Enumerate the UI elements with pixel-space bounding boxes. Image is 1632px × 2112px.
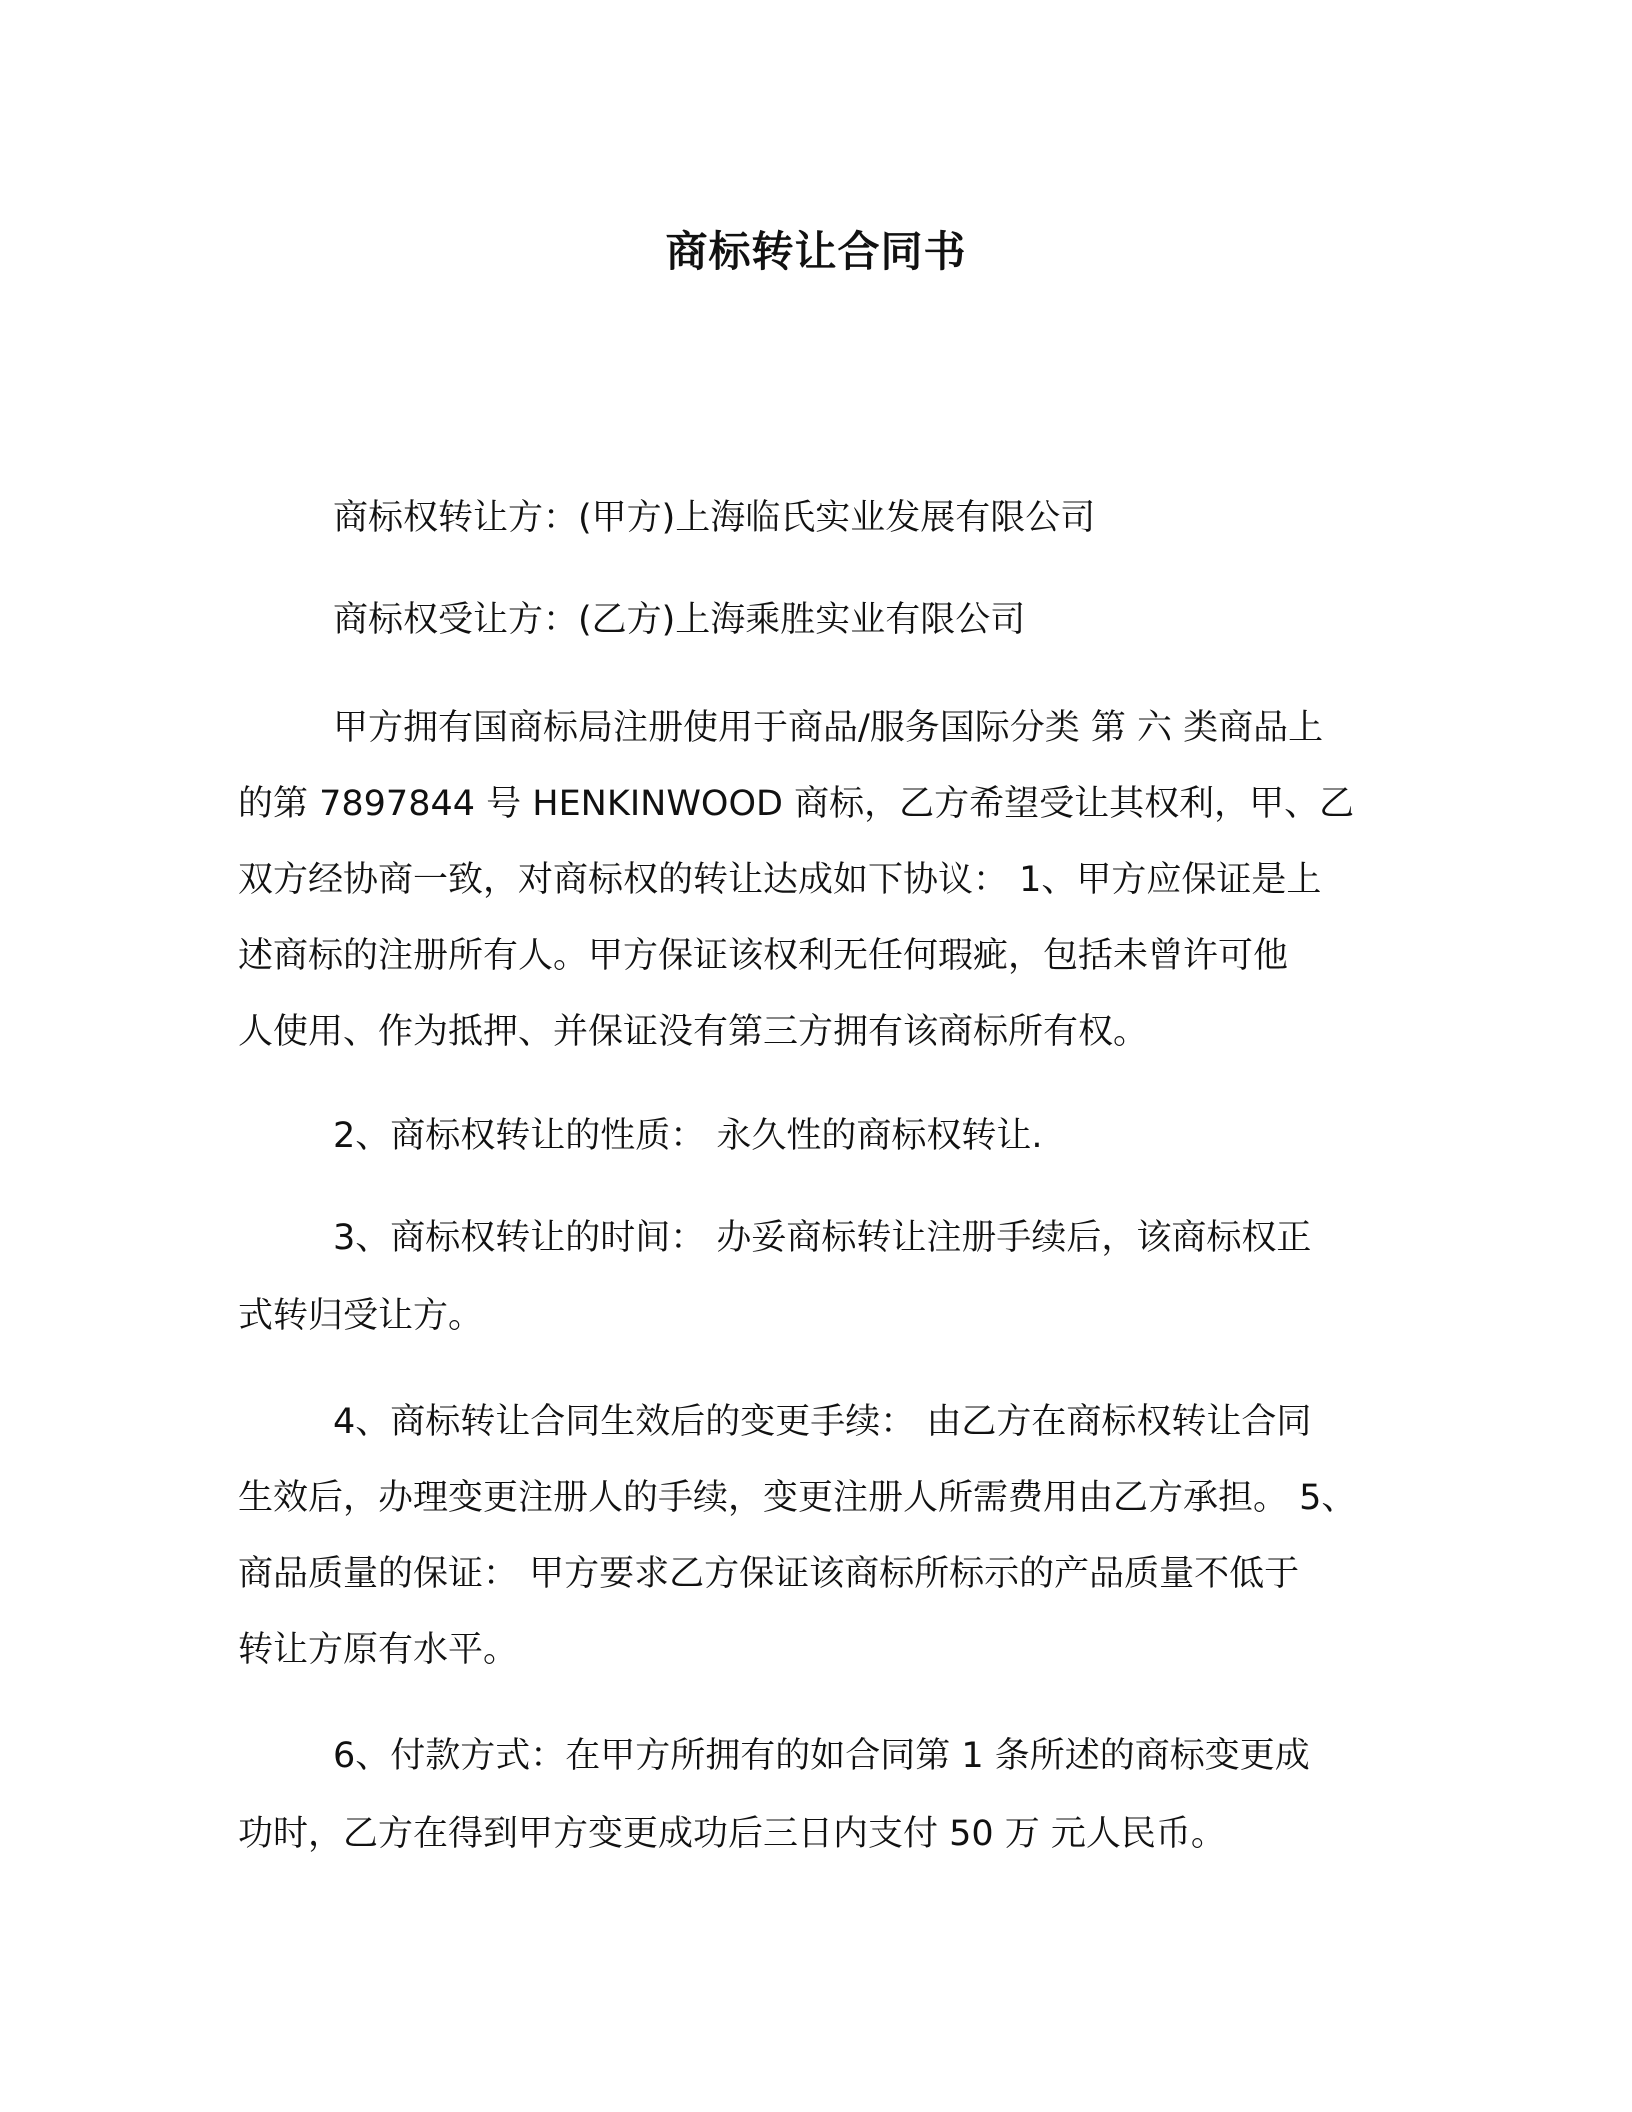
paragraph-1-line-5: 人使用、作为抵押、并保证没有第三方拥有该商标所有权。	[238, 1012, 1149, 1052]
paragraph-5-line-2: 功时，乙方在得到甲方变更成功后三日内支付 50 万 元人民币。	[238, 1814, 1226, 1854]
paragraph-3-line-1: 3、商标权转让的时间： 办妥商标转让注册手续后，该商标权正	[333, 1218, 1312, 1258]
paragraph-1-line-2: 的第 7897844 号 HENKINWOOD 商标，乙方希望受让其权利，甲、乙	[238, 784, 1355, 824]
paragraph-4-line-1: 4、商标转让合同生效后的变更手续： 由乙方在商标权转让合同	[333, 1402, 1312, 1442]
paragraph-3-line-2: 式转归受让方。	[238, 1296, 484, 1336]
paragraph-1-line-4: 述商标的注册所有人。甲方保证该权利无任何瑕疵，包括未曾许可他	[238, 936, 1289, 976]
transferor-line: 商标权转让方：(甲方)上海临氏实业发展有限公司	[333, 498, 1096, 538]
paragraph-1-line-1: 甲方拥有国商标局注册使用于商品/服务国际分类 第 六 类商品上	[333, 708, 1324, 748]
paragraph-5-line-1: 6、付款方式：在甲方所拥有的如合同第 1 条所述的商标变更成	[333, 1736, 1310, 1776]
paragraph-2-line-1: 2、商标权转让的性质： 永久性的商标权转让.	[333, 1116, 1043, 1156]
paragraph-4-line-4: 转让方原有水平。	[238, 1630, 519, 1670]
document-title: 商标转让合同书	[665, 227, 967, 276]
paragraph-4-line-2: 生效后，办理变更注册人的手续，变更注册人所需费用由乙方承担。 5、	[238, 1478, 1357, 1518]
paragraph-4-line-3: 商品质量的保证： 甲方要求乙方保证该商标所标示的产品质量不低于	[238, 1554, 1300, 1594]
transferee-line: 商标权受让方：(乙方)上海乘胜实业有限公司	[333, 600, 1026, 640]
paragraph-1-line-3: 双方经协商一致，对商标权的转让达成如下协议： 1、甲方应保证是上	[238, 860, 1322, 900]
